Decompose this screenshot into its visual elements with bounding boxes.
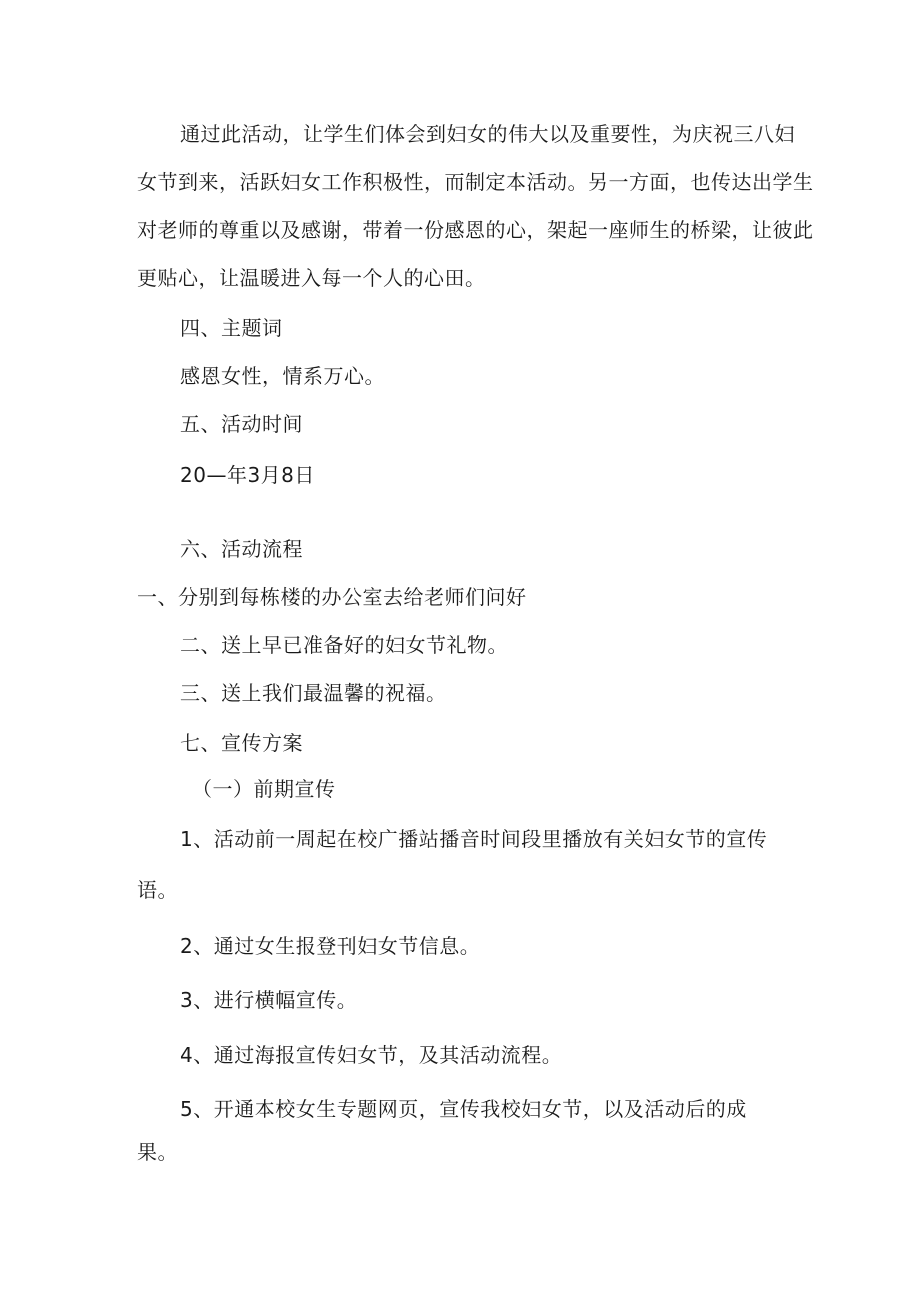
section7-item-5-line2: 果。 — [137, 1140, 178, 1164]
section7-item-1-line1: 1、活动前一周起在校广播站播音时间段里播放有关妇女节的宣传 — [180, 827, 768, 851]
para1-line3: 对老师的尊重以及感谢，带着一份感恩的心，架起一座师生的桥梁，让彼此 — [137, 218, 814, 242]
para1-line4: 更贴心，让温暖进入每一个人的心田。 — [137, 266, 486, 290]
section6-item-3: 三、送上我们最温馨的祝福。 — [180, 681, 447, 705]
section6-item-2: 二、送上早已准备好的妇女节礼物。 — [180, 633, 508, 657]
section5-date: 20—年3月8日 — [180, 463, 315, 487]
section6-item-1: 一、分别到每栋楼的办公室去给老师们问好 — [137, 585, 527, 609]
section4-heading: 四、主题词 — [180, 316, 283, 340]
section4-text: 感恩女性，情系万心。 — [180, 364, 385, 388]
section7-subheading: （一）前期宣传 — [192, 777, 336, 801]
section7-item-4: 4、通过海报宣传妇女节，及其活动流程。 — [180, 1043, 563, 1067]
section7-item-5-line1: 5、开通本校女生专题网页，宣传我校妇女节，以及活动后的成 — [180, 1097, 747, 1121]
section7-item-2: 2、通过女生报登刊妇女节信息。 — [180, 934, 481, 958]
para1-line1: 通过此活动，让学生们体会到妇女的伟大以及重要性，为庆祝三八妇 — [180, 122, 795, 146]
section5-heading: 五、活动时间 — [180, 412, 303, 436]
section7-item-3: 3、进行横幅宣传。 — [180, 988, 358, 1012]
section6-heading: 六、活动流程 — [180, 537, 303, 561]
section7-item-1-line2: 语。 — [137, 878, 178, 902]
section7-heading: 七、宣传方案 — [180, 731, 303, 755]
para1-line2: 女节到来，活跃妇女工作积极性，而制定本活动。另一方面，也传达出学生 — [137, 170, 814, 194]
